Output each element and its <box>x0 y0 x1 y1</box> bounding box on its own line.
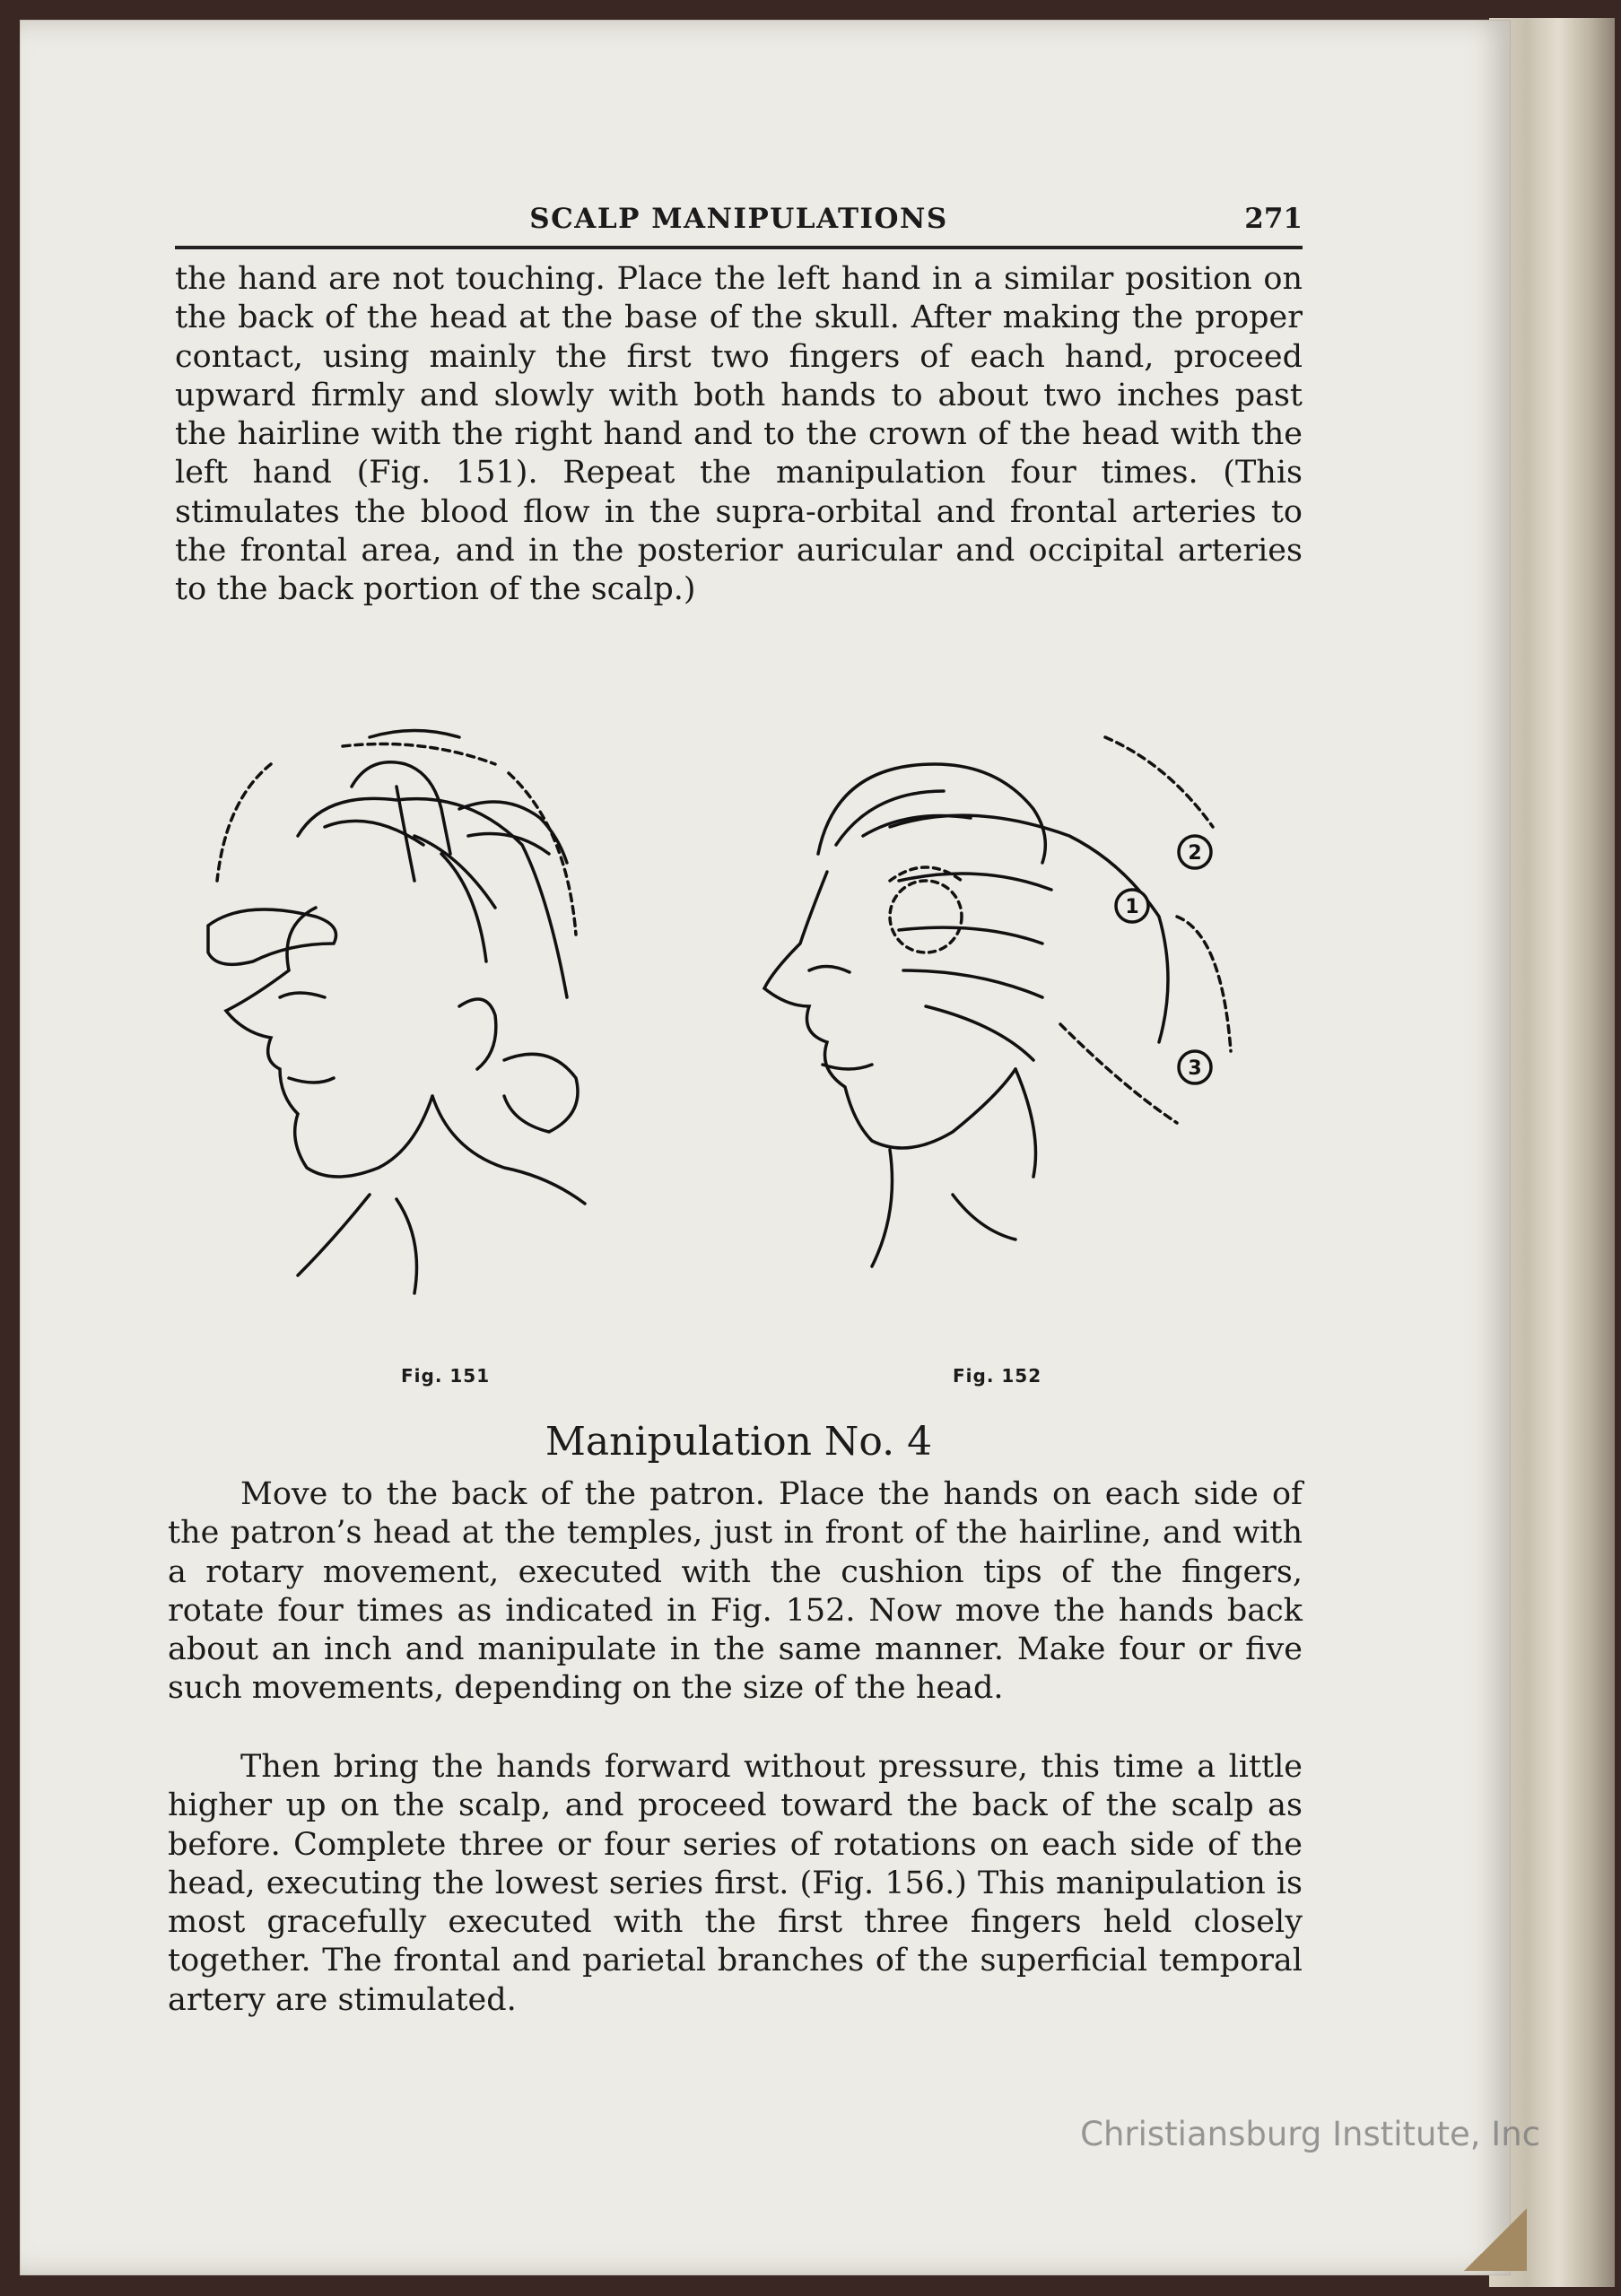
page-corner-fold <box>1464 2208 1527 2271</box>
marker-2-label: 2 <box>1188 842 1202 865</box>
running-title: SCALP MANIPULATIONS <box>529 203 948 235</box>
running-header <box>175 187 1303 249</box>
paragraph-rotations: Then bring the hands forward without pressure, this time a little higher up on the scalp, and proceed toward the back of the scalp as before. Complete three or four series of rotations on each side of the head, executing the lowest series first. (Fig. 156.) This manipulation is most gracefully executed with the first three fingers held closely together. The frontal and parietal branches of the superficial temporal artery are stimulated. <box>168 1749 1303 2018</box>
figure-152-caption: Fig. 152 <box>953 1365 1042 1387</box>
section-heading: Manipulation No. 4 <box>545 1419 933 1465</box>
figure-151-illustration <box>190 701 693 1311</box>
page-number: 271 <box>1244 203 1303 235</box>
watermark: Christiansburg Institute, Inc <box>1080 2115 1540 2153</box>
figure-152-illustration <box>746 710 1285 1320</box>
figure-151-caption: Fig. 151 <box>401 1365 491 1387</box>
book-page <box>20 20 1511 2275</box>
marker-3-label: 3 <box>1188 1057 1202 1080</box>
paragraph-manipulation-4: Move to the back of the patron. Place the hands on each side of the patron’s head at the temples, just in front of the hairline, and with a rotary movement, executed with the cushion tips of the fingers, rotate four times as indicated in Fig. 152. Now move the hands back about an inch and manipulate in the same manner. Make four or five such movements, depending on the size of the head. <box>168 1476 1303 1707</box>
paragraph-continued: the hand are not touching. Place the left hand in a similar position on the back of the head at the base of the skull. After making the proper contact, using mainly the first two fingers of each hand, proceed upward firmly and slowly with both hands to about two inches past the hairline with the right hand and to the crown of the head with the left hand (Fig. 151). Repeat the manipulation four times. (This stimulates the blood flow in the supra-orbital and frontal arteries to the frontal area, and in the posterior auricular and occipital arteries to the back portion of the scalp.) <box>175 261 1303 608</box>
marker-1-label: 1 <box>1125 896 1139 918</box>
